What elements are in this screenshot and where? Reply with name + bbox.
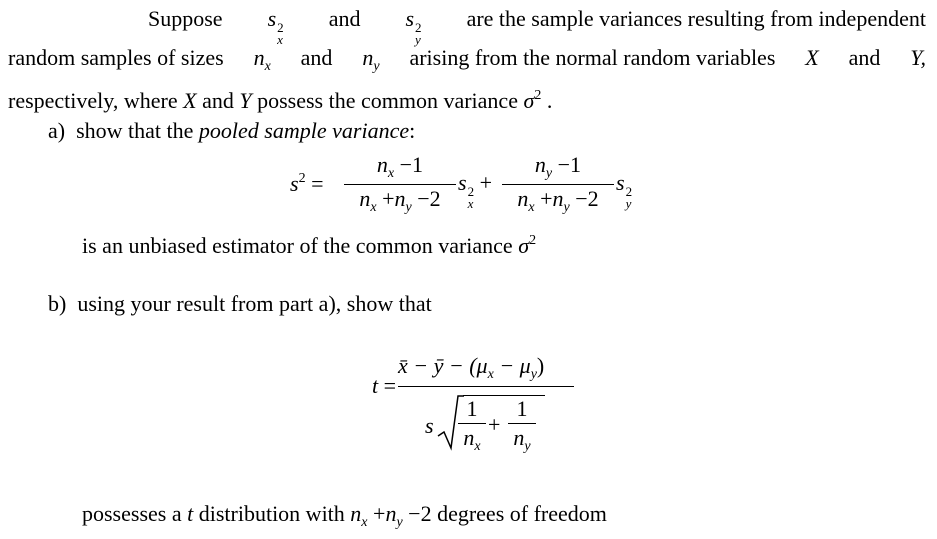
part-b-label: b) bbox=[48, 291, 67, 316]
intro-rest-1: are the sample variances resulting from independent bbox=[466, 6, 926, 31]
formula-t-lhs: t = bbox=[372, 373, 397, 398]
inner-plus: + bbox=[488, 412, 501, 437]
sy-squared: s 2 y bbox=[405, 6, 422, 47]
t-denominator-s: s bbox=[425, 413, 434, 438]
n-x: $n_x$ bbox=[253, 45, 271, 74]
part-b-heading: b) using your result from part a), show that bbox=[48, 291, 432, 316]
fraction-2: $n_y -1$ $n_x +n_y -2$ bbox=[502, 154, 614, 215]
t-numerator: x̄ − ȳ − $(\mu_x - \mu_y)$ bbox=[398, 353, 545, 382]
intro-line-2: random samples of sizes $n_x$ and $n_y$ arising from the normal random variables X and Y, bbox=[8, 45, 926, 74]
part-a-label: a) bbox=[48, 118, 66, 143]
part-a-conclusion: is an unbiased estimator of the common variance $\sigma^2$ bbox=[82, 233, 537, 258]
word-suppose: Suppose bbox=[148, 6, 223, 31]
n-y: $n_y$ bbox=[362, 45, 380, 74]
part-b-conclusion: possesses a t distribution with $n_x +n_y -2$ degrees of freedom bbox=[82, 501, 607, 530]
word-and: and bbox=[328, 6, 361, 31]
intro-line-1 bbox=[148, 8, 926, 45]
intro-line-3: respectively, where X and Y possess the common variance $\sigma^2$ . bbox=[8, 88, 553, 113]
sy2-term: s 2 y bbox=[616, 170, 633, 211]
inner-fraction-2: 1 $n_y$ bbox=[508, 398, 536, 454]
fraction-1: $n_x -1$ $n_x +n_y -2$ bbox=[344, 154, 456, 215]
sx2-term: s 2 x + bbox=[458, 170, 492, 211]
t-fraction-bar bbox=[398, 386, 574, 387]
sx-squared: s 2 x bbox=[267, 6, 284, 47]
part-a-heading: a) show that the pooled sample variance: bbox=[48, 118, 416, 143]
inner-fraction-1: 1 $n_x$ bbox=[458, 398, 486, 454]
formula-s2-lhs: $s^2$ = bbox=[290, 171, 324, 196]
